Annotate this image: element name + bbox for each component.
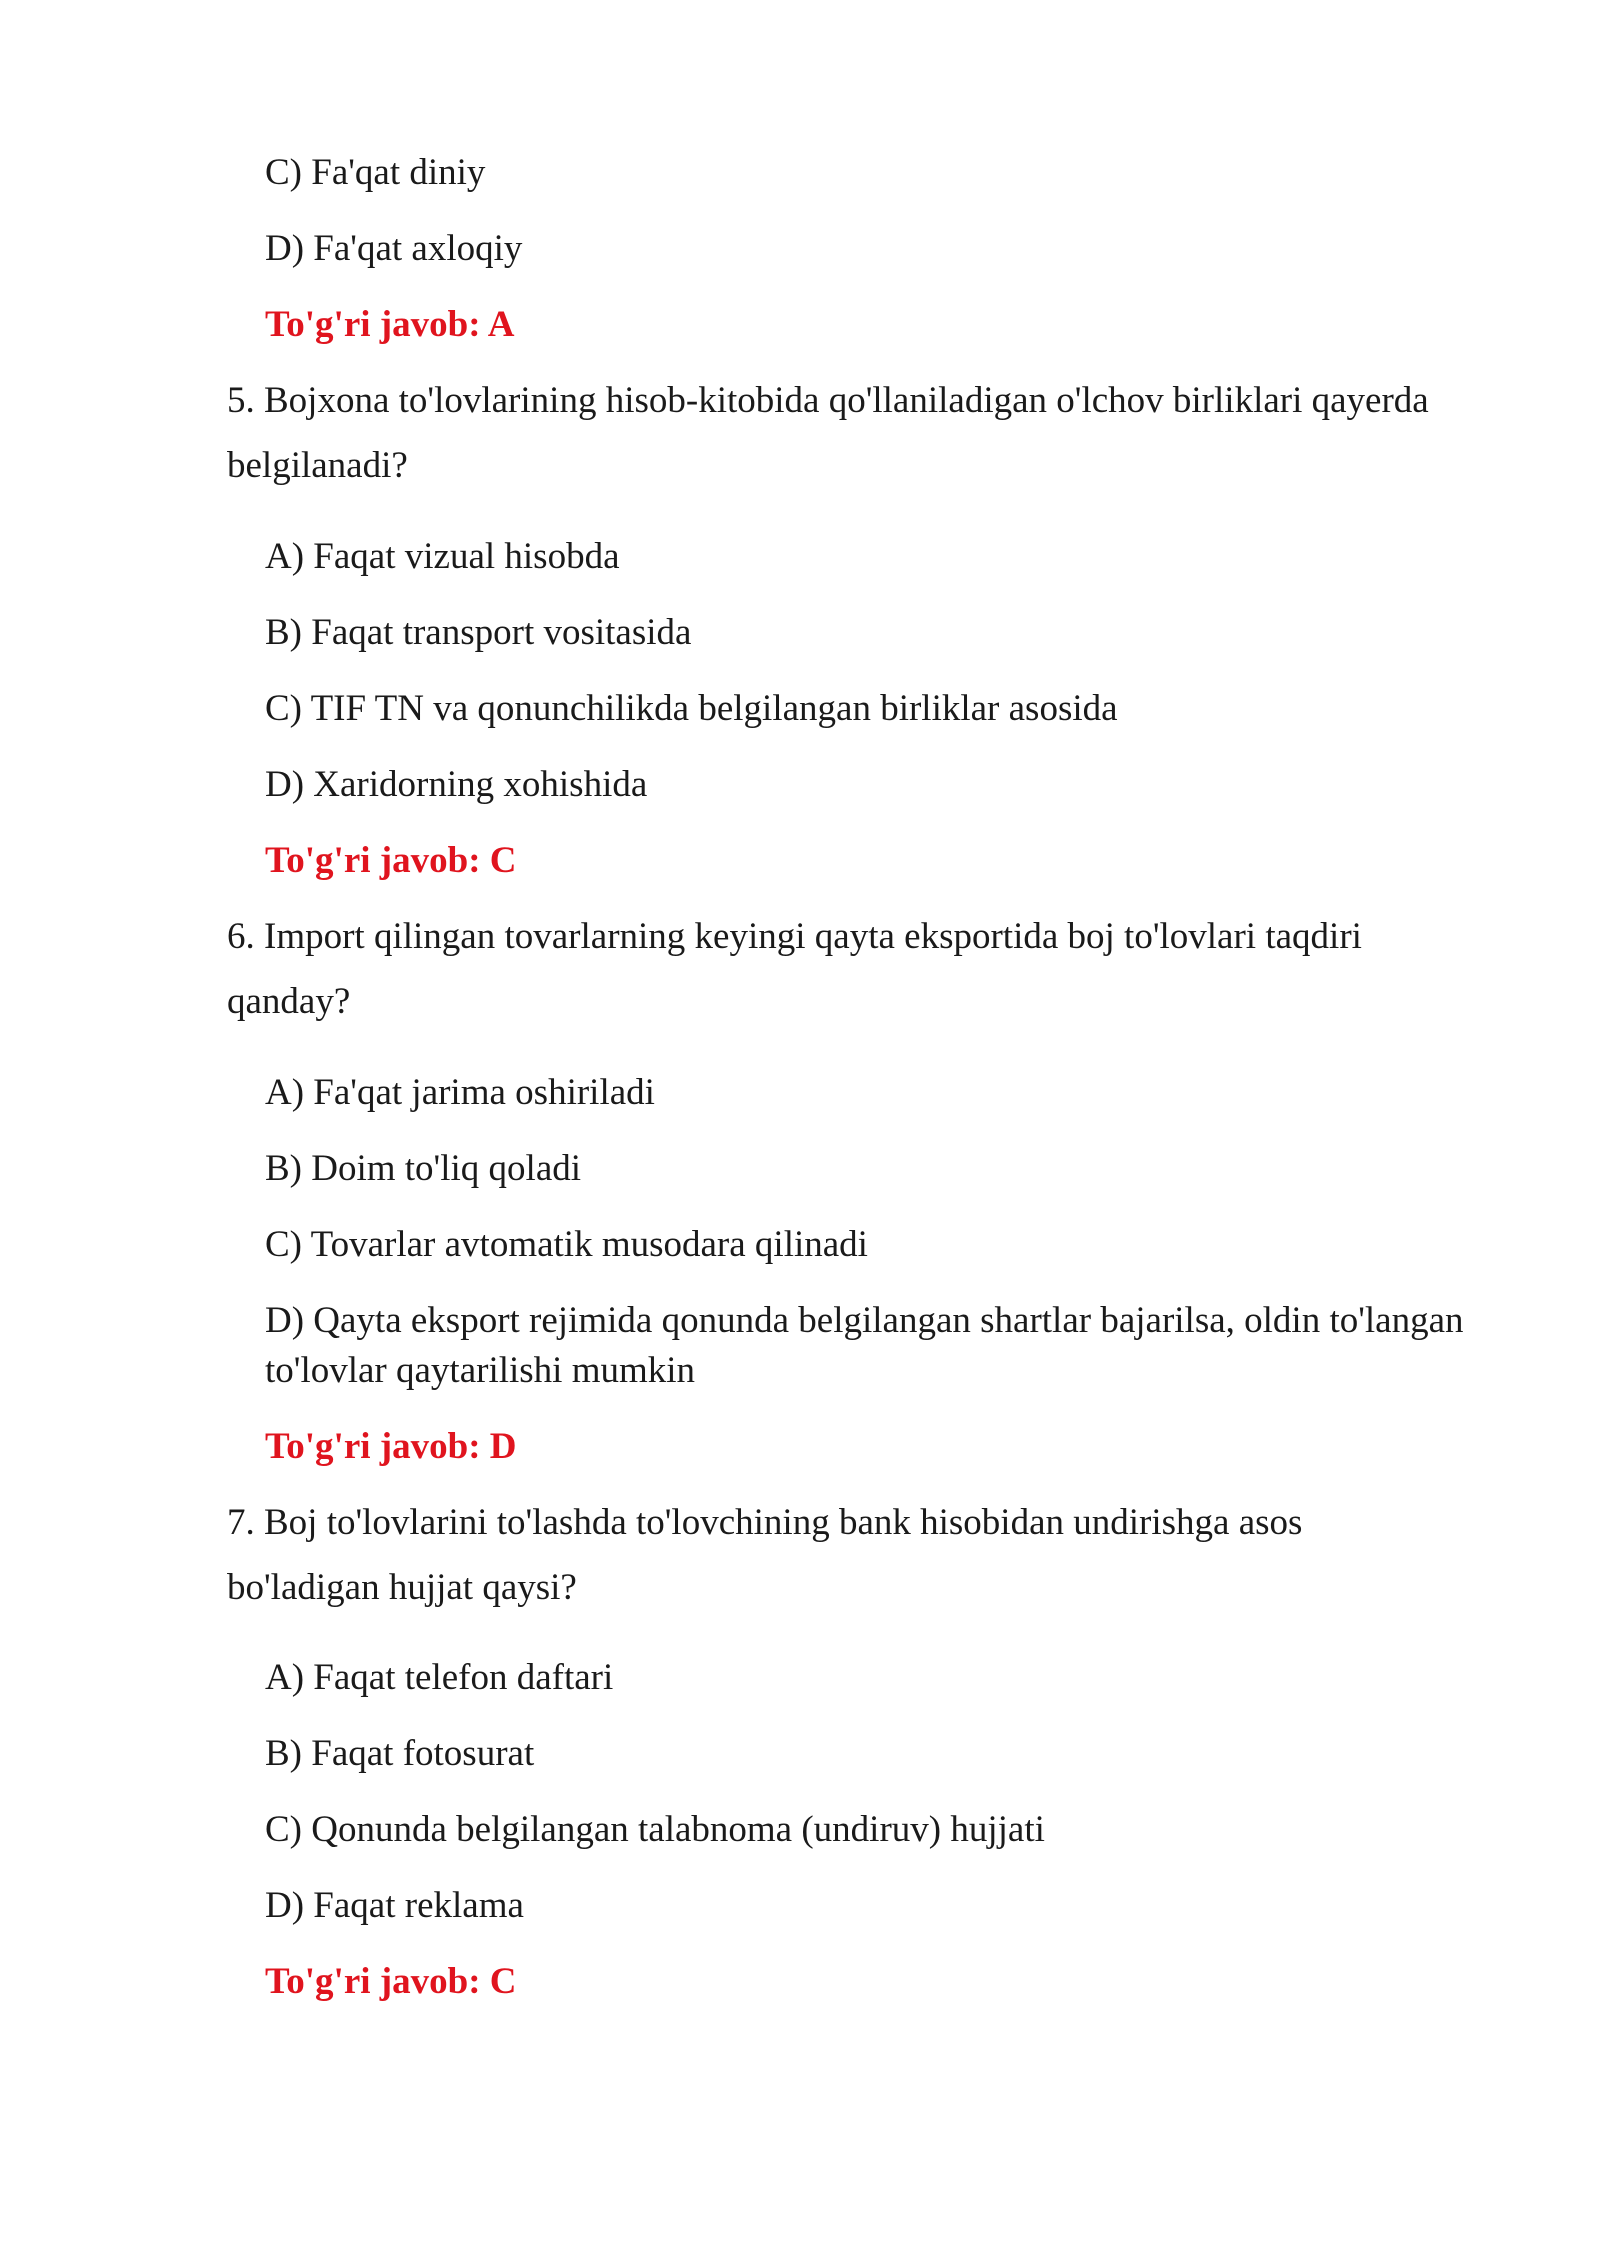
- option-d: D) Xaridorning xohishida: [265, 764, 648, 805]
- option-c: C) Qonunda belgilangan talabnoma (undiruv) hujjati: [265, 1809, 1045, 1850]
- option-d: D) Qayta eksport rejimida qonunda belgilangan shartlar bajarilsa, oldin to'langan: [265, 1300, 1464, 1341]
- option-a: A) Faqat telefon daftari: [265, 1657, 614, 1698]
- option-a: A) Fa'qat jarima oshiriladi: [265, 1072, 655, 1113]
- option-c: C) TIF TN va qonunchilikda belgilangan birliklar asosida: [265, 688, 1118, 729]
- correct-answer: To'g'ri javob: C: [265, 840, 517, 881]
- option-d: D) Fa'qat axloqiy: [265, 228, 523, 269]
- question-7-text-cont: bo'ladigan hujjat qaysi?: [227, 1567, 577, 1608]
- question-6-text: 6. Import qilingan tovarlarning keyingi qayta eksportida boj to'lovlari taqdiri: [227, 916, 1362, 957]
- option-c: C) Fa'qat diniy: [265, 152, 486, 193]
- question-7-text: 7. Boj to'lovlarini to'lashda to'lovchining bank hisobidan undirishga asos: [227, 1502, 1303, 1543]
- option-b: B) Faqat fotosurat: [265, 1733, 535, 1774]
- option-b: B) Faqat transport vositasida: [265, 612, 692, 653]
- question-5-text: 5. Bojxona to'lovlarining hisob-kitobida qo'llaniladigan o'lchov birliklari qayerda: [227, 380, 1429, 421]
- option-b: B) Doim to'liq qoladi: [265, 1148, 582, 1189]
- option-d: D) Faqat reklama: [265, 1885, 524, 1926]
- option-c: C) Tovarlar avtomatik musodara qilinadi: [265, 1224, 868, 1265]
- correct-answer: To'g'ri javob: A: [265, 304, 515, 345]
- correct-answer: To'g'ri javob: C: [265, 1961, 517, 2002]
- question-5-text-cont: belgilanadi?: [227, 445, 408, 486]
- question-6-text-cont: qanday?: [227, 981, 351, 1022]
- option-a: A) Faqat vizual hisobda: [265, 536, 620, 577]
- correct-answer: To'g'ri javob: D: [265, 1426, 517, 1467]
- option-d-cont: to'lovlar qaytarilishi mumkin: [265, 1350, 696, 1391]
